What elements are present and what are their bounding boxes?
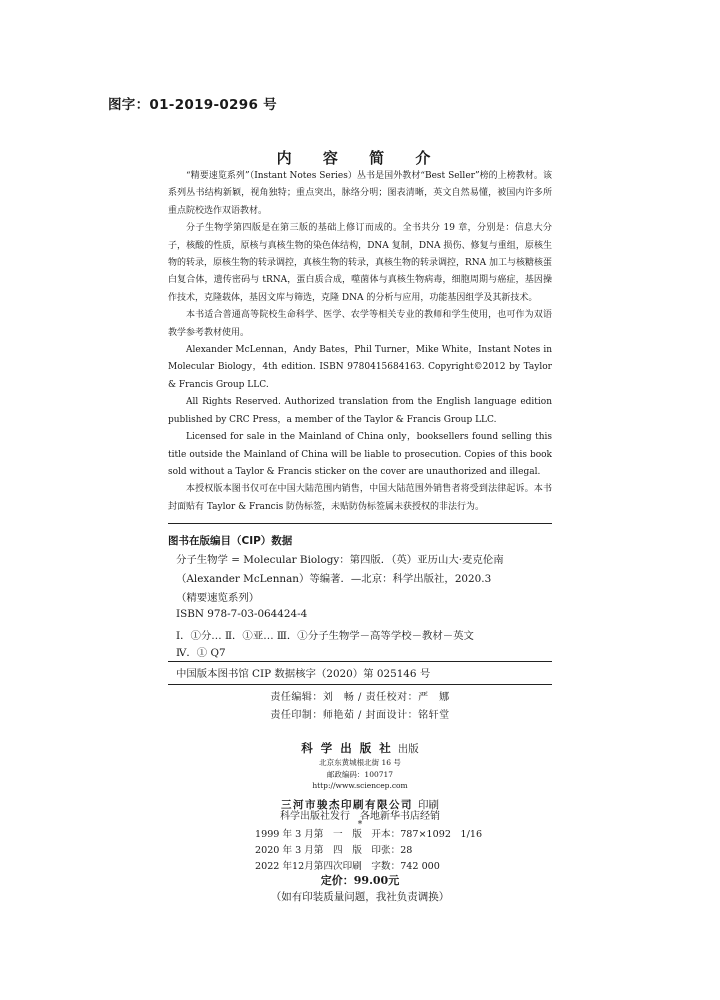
intro-paragraph: 本授权版本图书仅可在中国大陆范围内销售，中国大陆范围外销售者将受到法律起诉。本书封面贴有 Taylor & Francis 防伪标签，未贴防伪标签属未获授权的非法行为。 <box>168 484 552 512</box>
cip-heading: 图书在版编目（CIP）数据 <box>168 535 293 547</box>
publisher-address: 北京东黄城根北街 16 号 <box>319 758 401 767</box>
publisher-url: http://www.sciencep.com <box>312 781 408 790</box>
intro-paragraph: Alexander McLennan，Andy Bates，Phil Turner，Mike White，Instant Notes in Molecular Biology，4th edition. ISBN 9780415684163. Copyright©2012 by Taylor & Francis Group LLC. <box>168 345 552 390</box>
intro-section <box>168 168 552 516</box>
cip-line: 分子生物学 = Molecular Biology：第四版．（英）亚历山大·麦克伦南 <box>176 554 504 566</box>
editor-credits: 责任编辑：刘 畅 / 责任校对：严 娜 <box>270 692 450 703</box>
intro-paragraph: All Rights Reserved. Authorized translation from the English language edition published by CRC Press，a member of the Taylor & Francis Group LLC. <box>168 397 552 425</box>
publisher-suffix: 出版 <box>397 743 419 755</box>
production-credits: 责任印制：师艳茹 / 封面设计：铭轩堂 <box>270 710 450 721</box>
intro-paragraph: Licensed for sale in the Mainland of China only，booksellers found selling this title outside the Mainland of China will be liable to prosecution. Copies of this book sold without a Taylor & Francis sticker on the cover are unauthorized and illegal. <box>168 432 552 477</box>
cip-line: ISBN 978-7-03-064424-4 <box>176 608 308 620</box>
distribution-line: 科学出版社发行 各地新华书店经销 <box>280 811 440 822</box>
publisher-postcode: 邮政编码：100717 <box>326 770 394 779</box>
quality-notice: （如有印装质量问题，我社负责调换） <box>270 891 450 903</box>
impression-line: 2022 年12月第四次印刷 字数：742 000 <box>255 861 440 872</box>
price: 定价：99.00元 <box>320 874 400 887</box>
printer-name: 三河市骏杰印刷有限公司 <box>280 799 413 811</box>
separator-star: * <box>357 820 363 830</box>
cip-line: Ⅰ．①分… Ⅱ．①亚… Ⅲ．①分子生物学－高等学校－教材－英文 <box>176 630 474 642</box>
section-title: 内 容 简 介 <box>276 149 444 167</box>
impression-line: 2020 年 3 月第 四 版 印张：28 <box>255 845 413 856</box>
copyright-registration-number: 图字：01-2019-0296 号 <box>108 97 277 113</box>
cip-line: Ⅳ．① Q7 <box>176 647 226 659</box>
publisher-line <box>0 737 720 756</box>
cip-middle-rule <box>168 661 552 662</box>
intro-paragraph: 本书适合普通高等院校生命科学、医学、农学等相关专业的教师和学生使用，也可作为双语教学参考教材使用。 <box>168 310 552 338</box>
cip-line: （Alexander McLennan）等编著．—北京：科学出版社，2020.3 <box>176 573 492 585</box>
impression-line: 1999 年 3 月第 一 版 开本：787×1092 1/16 <box>255 829 483 840</box>
intro-paragraph: 分子生物学第四版是在第三版的基础上修订而成的。全书共分 19 章，分别是：信息大分子，核酸的性质，原核与真核生物的染色体结构，DNA 复制，DNA 损伤、修复与重组，原核生物的转录，原核生物的转录调控，真核生物的转录，真核生物的转录调控，RNA 加工与核糖核蛋白复合体，遗传密码与 tRNA，蛋白质合成，噬菌体与真核生物病毒，细胞周期与癌症，基因操作技术，克隆载体，基因文库与筛选，克隆 DNA 的分析与应用，功能基因组学及其新技术。 <box>168 223 553 303</box>
printer-suffix: 印刷 <box>418 799 440 811</box>
publisher-name: 科 学 出 版 社 <box>301 741 393 755</box>
cip-core-number: 中国版本图书馆 CIP 数据核字（2020）第 025146 号 <box>176 668 431 680</box>
intro-paragraph: “精要速览系列”（Instant Notes Series）丛书是国外教材“Best Seller”榜的上榜教材。该系列丛书结构新颖，视角独特；重点突出，脉络分明；图表清晰，英文自然易懂，被国内许多所重点院校选作双语教材。 <box>168 171 552 216</box>
cip-line: （精要速览系列） <box>176 592 260 604</box>
cip-top-rule <box>168 523 552 524</box>
cip-bottom-rule <box>168 684 552 685</box>
